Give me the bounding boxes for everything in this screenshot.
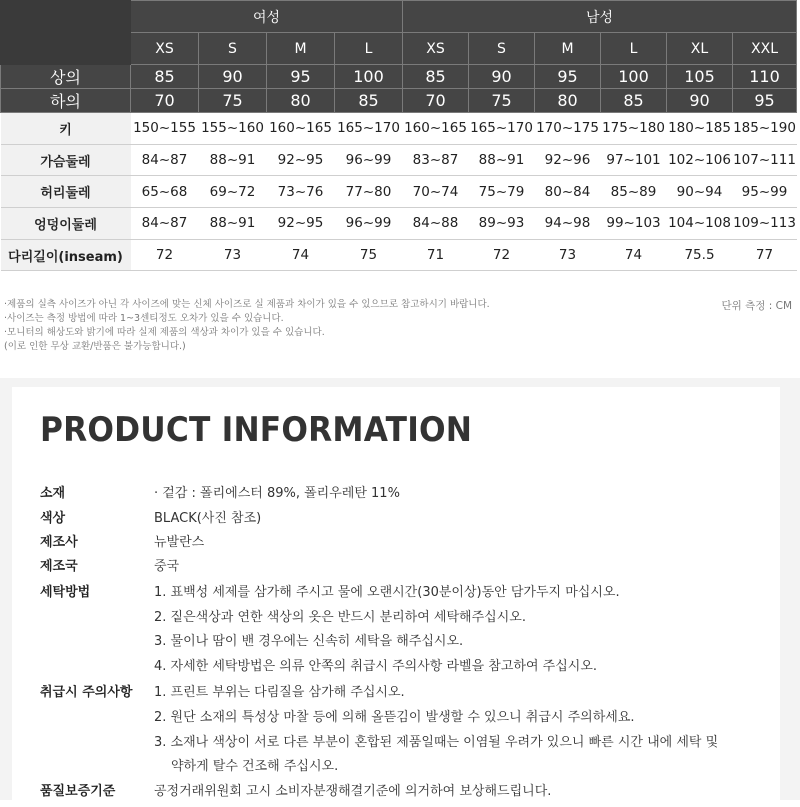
- size-cell: 165~170: [469, 113, 535, 145]
- size-cell: 75: [335, 239, 403, 271]
- size-cell: 80~84: [535, 176, 601, 208]
- size-cell: 88~91: [469, 144, 535, 176]
- size-header-cell: L: [335, 33, 403, 65]
- size-row: [1, 208, 797, 240]
- size-cell: 70: [131, 89, 199, 113]
- size-row-label: 하의: [1, 89, 131, 113]
- size-cell: 110: [733, 65, 797, 89]
- size-cell: 75.5: [667, 239, 733, 271]
- size-cell: 165~170: [335, 113, 403, 145]
- size-cell: 65~68: [131, 176, 199, 208]
- color-label: 색상: [40, 511, 66, 526]
- size-cell: 88~91: [199, 208, 267, 240]
- size-cell: 95: [535, 65, 601, 89]
- size-cell: 90: [199, 65, 267, 89]
- size-cell: 95: [267, 65, 335, 89]
- size-row: [1, 89, 797, 113]
- material-label: 소재: [40, 486, 66, 501]
- size-cell: 77: [733, 239, 797, 271]
- size-header-cell: S: [199, 33, 267, 65]
- size-row-label: 엉덩이둘레: [1, 208, 131, 240]
- size-header-cell: XS: [403, 33, 469, 65]
- size-cell: 70: [403, 89, 469, 113]
- size-cell: 71: [403, 239, 469, 271]
- country-value: 중국: [154, 559, 180, 574]
- note-line: ·모니터의 해상도와 밝기에 따라 실제 제품의 색상과 차이가 있을 수 있습니다.: [4, 327, 325, 338]
- size-cell: 85: [403, 65, 469, 89]
- gender-header-row: [1, 1, 797, 33]
- size-row: [1, 176, 797, 208]
- size-header-cell: L: [601, 33, 667, 65]
- note-line: (이로 인한 무상 교환/반품은 불가능합니다.): [4, 341, 186, 352]
- size-cell: 80: [267, 89, 335, 113]
- size-cell: 85: [335, 89, 403, 113]
- size-row: [1, 65, 797, 89]
- size-cell: 99~103: [601, 208, 667, 240]
- size-row: [1, 144, 797, 176]
- size-cell: 74: [267, 239, 335, 271]
- size-cell: 102~106: [667, 144, 733, 176]
- warranty-label: 품질보증기준: [40, 784, 116, 799]
- men-header: 남성: [403, 1, 797, 33]
- size-cell: 88~91: [199, 144, 267, 176]
- size-cell: 92~96: [535, 144, 601, 176]
- size-cell: 155~160: [199, 113, 267, 145]
- size-cell: 69~72: [199, 176, 267, 208]
- size-row-label: 상의: [1, 65, 131, 89]
- size-cell: 85: [601, 89, 667, 113]
- size-header-cell: M: [535, 33, 601, 65]
- size-cell: 94~98: [535, 208, 601, 240]
- size-chart-table: [0, 0, 797, 271]
- caution-label: 취급시 주의사항: [40, 685, 133, 700]
- size-header-cell: S: [469, 33, 535, 65]
- size-cell: 175~180: [601, 113, 667, 145]
- table-corner: [1, 1, 131, 65]
- size-cell: 90~94: [667, 176, 733, 208]
- note-line: ·사이즈는 측정 방법에 따라 1~3센티정도 오차가 있을 수 있습니다.: [4, 313, 284, 324]
- size-header-cell: XL: [667, 33, 733, 65]
- size-cell: 73: [199, 239, 267, 271]
- size-cell: 100: [335, 65, 403, 89]
- size-cell: 74: [601, 239, 667, 271]
- size-cell: 75: [469, 89, 535, 113]
- washing-line: 1. 표백성 세제를 삼가해 주시고 물에 오랜시간(30분이상)동안 담가두지 마십시오.: [154, 585, 620, 600]
- size-cell: 97~101: [601, 144, 667, 176]
- maker-label: 제조사: [40, 535, 78, 550]
- size-cell: 70~74: [403, 176, 469, 208]
- size-cell: 160~165: [403, 113, 469, 145]
- size-cell: 160~165: [267, 113, 335, 145]
- size-cell: 95: [733, 89, 797, 113]
- size-cell: 92~95: [267, 144, 335, 176]
- size-notes: [4, 298, 794, 354]
- size-header-cell: XXL: [733, 33, 797, 65]
- size-cell: 80: [535, 89, 601, 113]
- size-cell: 95~99: [733, 176, 797, 208]
- caution-line: 3. 소재나 색상이 서로 다른 부분이 혼합된 제품일때는 이염될 우려가 있으니 빠른 시간 내에 세탁 및: [154, 735, 719, 750]
- size-cell: 105: [667, 65, 733, 89]
- warranty-value: 공정거래위원회 고시 소비자분쟁해결기준에 의거하여 보상해드립니다.: [154, 784, 552, 799]
- size-row-label: 다리길이(inseam): [1, 239, 131, 271]
- size-cell: 170~175: [535, 113, 601, 145]
- size-cell: 92~95: [267, 208, 335, 240]
- material-value: · 겉감 : 폴리에스터 89%, 폴리우레탄 11%: [154, 486, 400, 501]
- size-cell: 85~89: [601, 176, 667, 208]
- size-cell: 90: [469, 65, 535, 89]
- size-cell: 90: [667, 89, 733, 113]
- size-cell: 185~190: [733, 113, 797, 145]
- size-row-label: 키: [1, 113, 131, 145]
- washing-line: 4. 자세한 세탁방법은 의류 안쪽의 취급시 주의사항 라벨을 참고하여 주십시오.: [154, 659, 598, 674]
- size-header-cell: M: [267, 33, 335, 65]
- caution-line: 2. 원단 소재의 특성상 마찰 등에 의해 올뜯김이 발생할 수 있으니 취급시 주의하세요.: [154, 710, 635, 725]
- size-cell: 73: [535, 239, 601, 271]
- size-cell: 96~99: [335, 208, 403, 240]
- size-header-cell: XS: [131, 33, 199, 65]
- country-label: 제조국: [40, 559, 78, 574]
- size-cell: 85: [131, 65, 199, 89]
- caution-line: 1. 프린트 부위는 다림질을 삼가해 주십시오.: [154, 685, 405, 700]
- size-cell: 89~93: [469, 208, 535, 240]
- size-cell: 75: [199, 89, 267, 113]
- size-cell: 100: [601, 65, 667, 89]
- washing-label: 세탁방법: [40, 585, 91, 600]
- size-cell: 84~87: [131, 208, 199, 240]
- caution-line: 약하게 탈수 건조해 주십시오.: [171, 759, 339, 774]
- color-value: BLACK(사진 참조): [154, 511, 262, 526]
- size-cell: 180~185: [667, 113, 733, 145]
- maker-value: 뉴발란스: [154, 535, 205, 550]
- size-row: [1, 113, 797, 145]
- women-header: 여성: [131, 1, 403, 33]
- size-cell: 84~87: [131, 144, 199, 176]
- washing-line: 2. 짙은색상과 연한 색상의 옷은 반드시 분리하여 세탁해주십시오.: [154, 610, 526, 625]
- size-row: [1, 239, 797, 271]
- size-cell: 96~99: [335, 144, 403, 176]
- size-cell: 83~87: [403, 144, 469, 176]
- size-cell: 150~155: [131, 113, 199, 145]
- size-cell: 104~108: [667, 208, 733, 240]
- size-cell: 84~88: [403, 208, 469, 240]
- size-row-label: 허리둘레: [1, 176, 131, 208]
- size-cell: 107~111: [733, 144, 797, 176]
- size-cell: 109~113: [733, 208, 797, 240]
- product-info-title: PRODUCT INFORMATION: [40, 410, 473, 450]
- size-row-label: 가슴둘레: [1, 144, 131, 176]
- size-cell: 77~80: [335, 176, 403, 208]
- washing-line: 3. 물이나 땀이 밴 경우에는 신속히 세탁을 해주십시오.: [154, 634, 464, 649]
- note-line: ·제품의 실측 사이즈가 아닌 각 사이즈에 맞는 신체 사이즈로 실 제품과 차이가 있을 수 있으므로 참고하시기 바랍니다.: [4, 299, 490, 310]
- unit-label: 단위 측정 : CM: [721, 300, 792, 312]
- size-cell: 73~76: [267, 176, 335, 208]
- size-cell: 75~79: [469, 176, 535, 208]
- size-cell: 72: [131, 239, 199, 271]
- size-cell: 72: [469, 239, 535, 271]
